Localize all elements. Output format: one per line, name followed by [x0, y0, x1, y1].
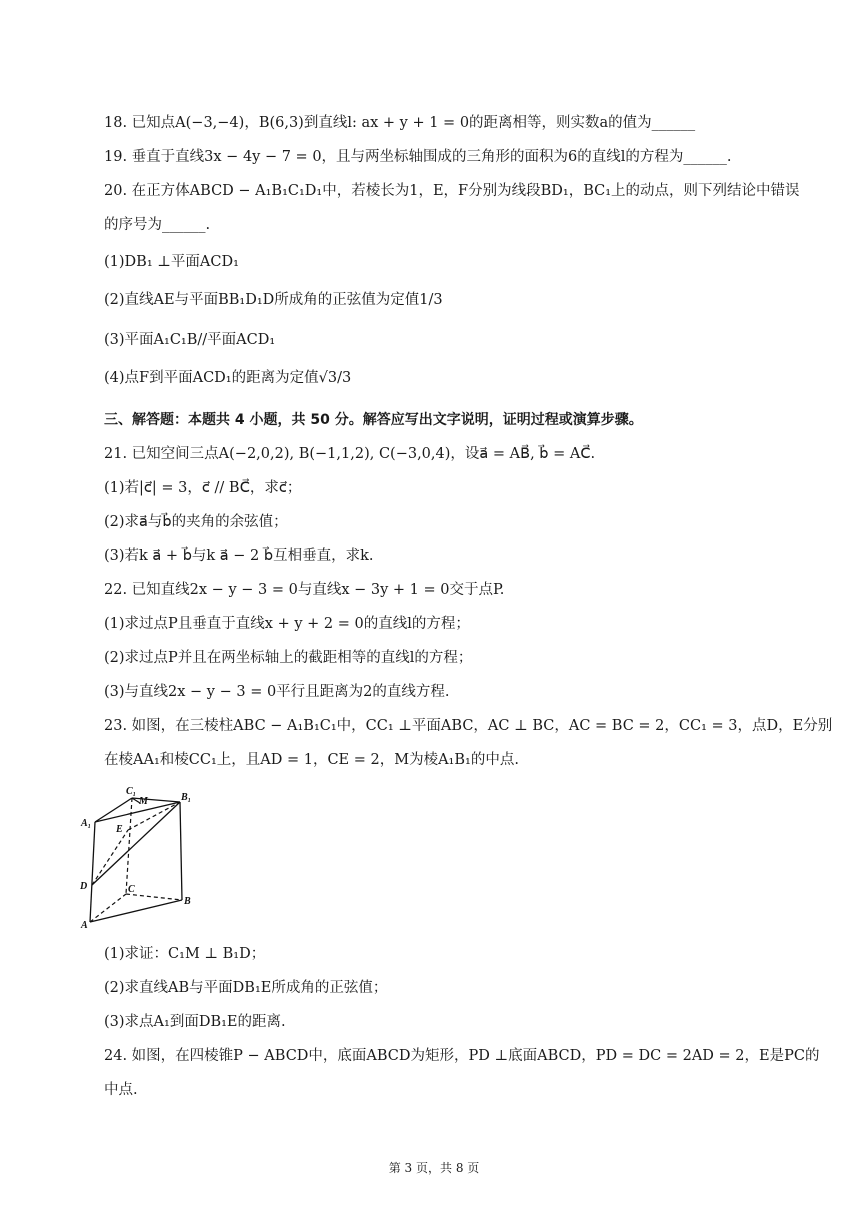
problem-22-part2: (2)求过点P并且在两坐标轴上的截距相等的直线l的方程；	[104, 650, 473, 666]
problem-23-line2: 在棱AA₁和棱CC₁上，且AD = 1，CE = 2，M为棱A₁B₁的中点.	[104, 752, 519, 768]
section-heading: 三、解答题：本题共 4 小题，共 50 分。解答应写出文字说明，证明过程或演算步骤。	[104, 412, 643, 428]
edge-a1b1	[95, 802, 180, 822]
edge-de	[92, 830, 128, 885]
problem-22: 22. 已知直线2x − y − 3 = 0与直线x − 3y + 1 = 0交于点P.	[104, 582, 505, 598]
problem-23-part3: (3)求点A₁到面DB₁E的距离.	[104, 1014, 286, 1030]
problem-20-option2: (2)直线AE与平面BB₁D₁D所成角的正弦值为定值1/3	[104, 292, 443, 308]
problem-20-option3: (3)平面A₁C₁B//平面ACD₁	[104, 332, 276, 348]
problem-22-part3: (3)与直线2x − y − 3 = 0平行且距离为2的直线方程.	[104, 684, 450, 700]
problem-21: 21. 已知空间三点A(−2,0,2), B(−1,1,2), C(−3,0,4)，设a⃗ = AB⃗, b⃗ = AC⃗.	[104, 446, 596, 462]
label-b: B	[184, 896, 191, 907]
problem-24-line1: 24. 如图，在四棱锥P − ABCD中，底面ABCD为矩形，PD ⊥底面ABCD，PD = DC = 2AD = 2，E是PC的	[104, 1048, 820, 1064]
label-c: C	[128, 884, 135, 895]
edge-b1b	[180, 802, 182, 900]
label-m: M	[139, 796, 148, 807]
problem-21-part3: (3)若k a⃗ + b⃗与k a⃗ − 2 b⃗互相垂直，求k.	[104, 548, 374, 564]
label-c1: C₁	[126, 786, 137, 797]
problem-20-line2: 的序号为______.	[104, 217, 211, 233]
problem-21-part1: (1)若|c⃗| = 3，c⃗ // BC⃗，求c⃗；	[104, 480, 302, 496]
problem-24-line2: 中点.	[104, 1082, 138, 1098]
page-footer: 第 3 页，共 8 页	[388, 1161, 480, 1175]
problem-20-option4: (4)点F到平面ACD₁的距离为定值√3/3	[104, 370, 352, 386]
problem-21-part2: (2)求a⃗与b⃗的夹角的余弦值；	[104, 514, 288, 530]
label-a1: A₁	[81, 818, 92, 829]
label-d: D	[80, 881, 88, 892]
edge-a1a	[90, 822, 95, 922]
edge-db1	[92, 802, 180, 885]
edge-a1c1	[95, 798, 132, 822]
problem-23-part2: (2)求直线AB与平面DB₁E所成角的正弦值；	[104, 980, 388, 996]
label-a: A	[81, 920, 88, 930]
problem-22-part1: (1)求过点P且垂直于直线x + y + 2 = 0的直线l的方程；	[104, 616, 470, 632]
problem-20-option1: (1)DB₁ ⊥平面ACD₁	[104, 254, 239, 270]
prism-figure	[80, 782, 200, 930]
edge-c1c	[126, 798, 132, 894]
label-e: E	[116, 824, 123, 835]
problem-19: 19. 垂直于直线3x − 4y − 7 = 0，且与两坐标轴围成的三角形的面积为6的直线l的方程为______.	[104, 149, 732, 165]
problem-23-line1: 23. 如图，在三棱柱ABC − A₁B₁C₁中，CC₁ ⊥平面ABC，AC ⊥ BC，AC = BC = 2，CC₁ = 3，点D，E分别	[104, 718, 833, 734]
problem-23-part1: (1)求证：C₁M ⊥ B₁D；	[104, 946, 266, 962]
problem-18: 18. 已知点A(−3,−4)，B(6,3)到直线l: ax + y + 1 = 0的距离相等，则实数a的值为______	[104, 115, 696, 131]
problem-20-line1: 20. 在正方体ABCD − A₁B₁C₁D₁中，若棱长为1，E，F分别为线段BD₁，BC₁上的动点，则下列结论中错误	[104, 183, 800, 199]
label-b1: B₁	[181, 792, 192, 803]
